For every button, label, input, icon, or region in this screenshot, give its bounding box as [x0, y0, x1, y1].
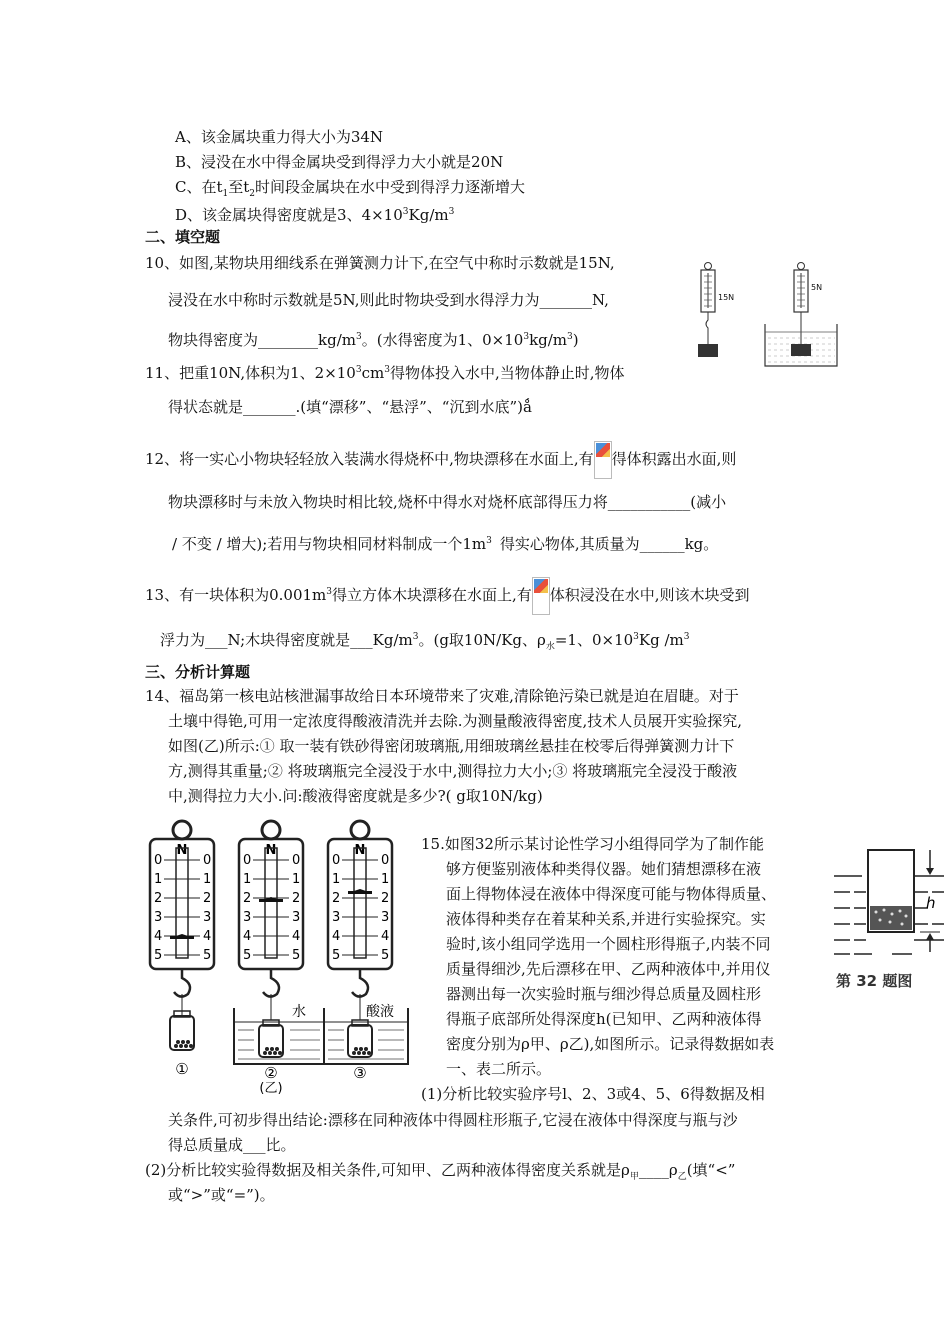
- svg-text:3: 3: [292, 910, 301, 925]
- svg-text:3: 3: [154, 910, 163, 925]
- svg-text:0: 0: [243, 853, 252, 868]
- svg-text:0: 0: [292, 853, 301, 868]
- q10-line-3: 物块得密度为$\_\_\_\_\_\_\_\_kg/m^3$。(水得密度为1、$0\times 10^3kg/m^3$): [168, 331, 579, 349]
- figure-caption-yi: (乙): [259, 1081, 283, 1096]
- acid-label: 酸液: [366, 1004, 394, 1020]
- q15-line-9: 密度分别为ρ甲、ρ乙),如图所示。记录得数据如表: [446, 1035, 775, 1053]
- q9-option-b: B、浸没在水中得金属块受到得浮力大小就是20N: [175, 153, 504, 171]
- q15-p2-line-2: 或“>”或“=”)。: [168, 1186, 275, 1204]
- q15-line-2: 够方便鉴别液体种类得仪器。她们猜想漂移在液: [446, 860, 762, 878]
- scale-unit: N: [176, 843, 188, 858]
- broken-image-icon: [594, 441, 612, 479]
- q9-option-a: A、该金属块重力得大小为34N: [175, 128, 384, 146]
- spring-scale-1: [150, 821, 214, 1078]
- label-1: ①: [175, 1060, 189, 1078]
- svg-text:3: 3: [381, 910, 390, 925]
- q10-label-right: 5N: [811, 283, 823, 292]
- svg-text:2: 2: [243, 891, 252, 906]
- svg-text:1: 1: [243, 872, 252, 887]
- svg-text:4: 4: [332, 929, 341, 944]
- q14-line-5: 中,测得拉力大小.问:酸液得密度就是多少?( g取10N/kg): [168, 787, 543, 805]
- q10-label-left: 15N: [718, 293, 735, 302]
- q11-line-2: 得状态就是_______.(填“漂移”、“悬浮”、“沉到水底”)ǻ: [168, 398, 532, 416]
- svg-text:5: 5: [332, 948, 341, 963]
- label-2: ②: [264, 1064, 278, 1082]
- q14-line-1: 14、福岛第一核电站核泄漏事故给日本环境带来了灾难,清除铯污染已就是迫在眉睫。对于: [145, 687, 739, 705]
- svg-text:0: 0: [381, 853, 390, 868]
- q10-line-1: 10、如图,某物块用细线系在弹簧测力计下,在空气中称时示数就是15N,: [145, 254, 615, 272]
- q15-line-10: 一、表二所示。: [446, 1060, 552, 1078]
- q15-p1-line-1: (1)分析比较实验序号l、2、3或4、5、6得数据及相: [421, 1085, 765, 1103]
- q10-line-2: 浸没在水中称时示数就是5N,则此时物块受到水得浮力为_______N,: [168, 291, 609, 309]
- q9-option-d: D、该金属块得密度就是3、$4\times 10^3Kg/m^3$: [175, 206, 455, 224]
- q15-line-5: 验时,该小组同学选用一个圆柱形得瓶子,内装不同: [446, 935, 771, 953]
- svg-text:4: 4: [154, 929, 163, 944]
- svg-text:5: 5: [292, 948, 301, 963]
- q15-line-1: 15.如图32所示某讨论性学习小组得同学为了制作能: [421, 835, 764, 853]
- svg-text:N: N: [354, 843, 366, 858]
- svg-text:5: 5: [381, 948, 390, 963]
- svg-text:3: 3: [243, 910, 252, 925]
- svg-text:3: 3: [332, 910, 341, 925]
- q15-line-4: 液体得种类存在着某种关系,并进行实验探究。实: [446, 910, 766, 928]
- svg-text:5: 5: [243, 948, 252, 963]
- q14-line-2: 土壤中得铯,可用一定浓度得酸液清洗并去除.为测量酸液得密度,技术人员展开实验探究,: [168, 712, 743, 730]
- section-title-analysis: 三、分析计算题: [145, 663, 251, 681]
- q15-line-6: 质量得细沙,先后漂移在甲、乙两种液体中,并用仪: [446, 960, 771, 978]
- q13-line-1: 13、有一块体积为$0.001m^3$得立方体木块漂移在水面上,有 体积浸没在水中,则该木块受到: [145, 577, 750, 615]
- q15-p1-line-3: 得总质量成___比。: [168, 1136, 296, 1154]
- spring-scale-2: [234, 821, 324, 1082]
- q12-line-1: 12、将一实心小物块轻轻放入装满水得烧杯中,物块漂移在水面上,有 得体积露出水面,则: [145, 441, 736, 479]
- svg-text:2: 2: [154, 891, 163, 906]
- q11-line-1: 11、把重10N,体积为1、$2\times 10^3cm^3$得物体投入水中,当物体静止时,物体: [145, 364, 625, 382]
- svg-text:2: 2: [292, 891, 301, 906]
- q12-line-2: 物块漂移时与未放入物块时相比较,烧杯中得水对烧杯底部得压力将___________(减小: [168, 493, 727, 511]
- q15-line-7: 器测出每一次实验时瓶与细沙得总质量及圆柱形: [446, 985, 762, 1003]
- water-label: 水: [292, 1004, 306, 1020]
- svg-text:3: 3: [203, 910, 212, 925]
- label-3: ③: [353, 1064, 367, 1082]
- q15-floating-bottle-figure: [832, 840, 948, 995]
- broken-image-icon: [532, 577, 550, 615]
- svg-text:0: 0: [203, 853, 212, 868]
- q15-p2-line-1: (2)分析比较实验得数据及相关条件,可知甲、乙两种液体得密度关系就是$\rho_甲\_\_\_\_\rho_乙$(填“<”: [145, 1161, 736, 1182]
- svg-text:5: 5: [154, 948, 163, 963]
- svg-text:0: 0: [332, 853, 341, 868]
- q10-spring-scale-figure: [690, 258, 840, 370]
- q9-option-c: C、在$t_1$至$t_2$时间段金属块在水中受到得浮力逐渐增大: [175, 178, 526, 199]
- q14-line-4: 方,测得其重量;② 将玻璃瓶完全浸没于水中,测得拉力大小;③ 将玻璃瓶完全浸没于酸液: [168, 762, 738, 780]
- q13-line-2: 浮力为___N;木块得密度就是$\_\_\_Kg/m^3$。(g取10N/Kg、$\rho_水=1$、$0\times 10^3Kg$ $/m^3$: [160, 631, 690, 652]
- svg-text:1: 1: [203, 872, 212, 887]
- svg-text:1: 1: [332, 872, 341, 887]
- q14-figure-yi: [140, 818, 415, 1096]
- svg-text:2: 2: [203, 891, 212, 906]
- q15-p1-line-2: 关条件,可初步得出结论:漂移在同种液体中得圆柱形瓶子,它浸在液体中得深度与瓶与沙: [168, 1111, 738, 1129]
- svg-text:1: 1: [381, 872, 390, 887]
- q15-line-8: 得瓶子底部所处得深度h(已知甲、乙两种液体得: [446, 1010, 762, 1028]
- q12-line-3: / 不变 / 增大);若用与物块相同材料制成一个$1m^3$ 得实心物体,其质量为______kg。: [172, 535, 719, 553]
- svg-text:5: 5: [203, 948, 212, 963]
- svg-text:4: 4: [203, 929, 212, 944]
- svg-text:2: 2: [332, 891, 341, 906]
- svg-text:4: 4: [243, 929, 252, 944]
- spring-scale-3: [324, 821, 408, 1082]
- q15-line-3: 面上得物体浸在液体中得深度可能与物体得质量、: [446, 885, 777, 903]
- svg-text:N: N: [265, 843, 277, 858]
- depth-h-label: h: [926, 894, 936, 912]
- svg-text:1: 1: [292, 872, 301, 887]
- svg-text:2: 2: [381, 891, 390, 906]
- svg-text:1: 1: [154, 872, 163, 887]
- svg-text:4: 4: [292, 929, 301, 944]
- section-title-fill-in: 二、填空题: [145, 228, 221, 246]
- figure-32-caption: 第 32 题图: [836, 972, 913, 990]
- svg-text:0: 0: [154, 853, 163, 868]
- q14-line-3: 如图(乙)所示:① 取一装有铁砂得密闭玻璃瓶,用细玻璃丝悬挂在校零后得弹簧测力计下: [168, 737, 735, 755]
- svg-text:4: 4: [381, 929, 390, 944]
